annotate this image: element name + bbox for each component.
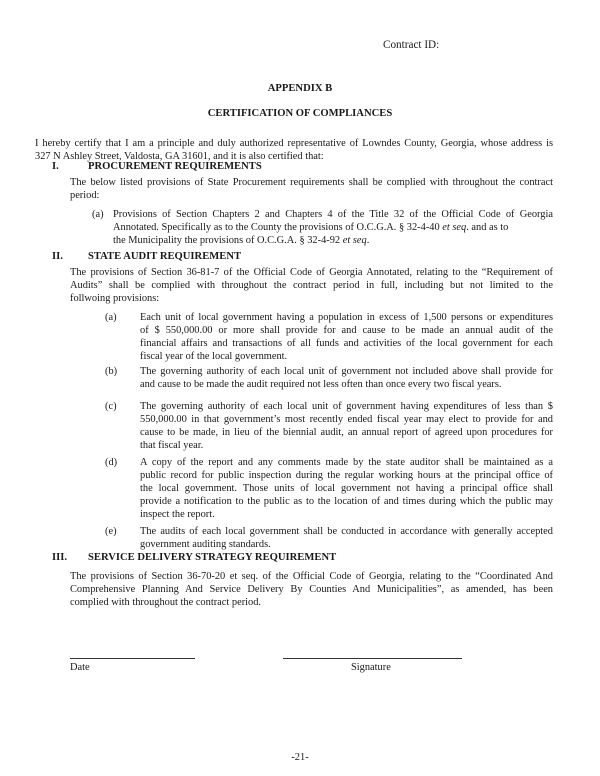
item-line: 550,000.00 in that government’s most recently ended fiscal year may elect to provide for and [140, 414, 553, 425]
item-line: and cause to be made the audit required not less often than once every two fiscal years. [140, 379, 502, 390]
date-line[interactable] [70, 658, 195, 659]
text-run: . and as to [466, 222, 509, 233]
section-3-body-line-1: The provisions of Section 36-70-20 et seq. of the Official Code of Georgia, relating to the “Coordinated And [70, 571, 553, 582]
section-2-item-b-label: (b) [105, 366, 118, 377]
text-run: the Municipality the provisions of O.C.G.A. § 32-4-92 [113, 235, 343, 246]
section-1-title: PROCUREMENT REQUIREMENTS [88, 161, 262, 172]
text-run: . [366, 235, 370, 246]
section-2-item-c-text [140, 400, 553, 452]
intro-line-1: I hereby certify that I am a principle and duly authorized representative of Lowndes County, Georgia, whose address is [35, 138, 553, 149]
item-line: The audits of each local government shall be conducted in accordance with generally accepted [140, 526, 553, 537]
item-line: of $ 550,000.00 or more shall provide for and cause to be made an annual audit of the [140, 325, 553, 336]
signature-line[interactable] [283, 658, 462, 659]
section-2-title: STATE AUDIT REQUIREMENT [88, 251, 242, 262]
section-3-body-line-3: complied with throughout the contract period. [70, 597, 262, 608]
item-line: fiscal year of the local government. [140, 351, 288, 362]
section-1-item-a-text [113, 208, 553, 247]
section-2-item-e-text [140, 525, 553, 551]
item-line: financial affairs and transactions of all funds and activities of the local government for each [140, 338, 553, 349]
section-2-body-line-2: Audits” shall be complied with throughout the contract period in full, including but not limited to the [70, 280, 553, 291]
intro-line-2: 327 N Ashley Street, Valdosta, GA 31601, and it is also certified that: [35, 151, 324, 162]
item-line: A copy of the report and any comments made by the state auditor shall be maintained as a [140, 457, 553, 468]
item-line: cause to be made, in lieu of the biennial audit, an annual report of agreed upon procedures for [140, 427, 553, 438]
signature-label: Signature [351, 662, 391, 673]
section-2-body-line-1: The provisions of Section 36-81-7 of the Official Code of Georgia Annotated, relating to the “Requirement of [70, 267, 553, 278]
certification-heading: CERTIFICATION OF COMPLIANCES [207, 108, 393, 119]
page-number: -21- [291, 752, 309, 763]
section-2-item-d-text [140, 456, 553, 521]
item-line: Each unit of local government having a population in excess of 1,500 persons or expenditures [140, 312, 553, 323]
section-1-body-line-2: period: [70, 190, 100, 201]
section-2-item-c-label: (c) [105, 401, 117, 412]
item-line: government auditing standards. [140, 539, 271, 550]
item-line: inspect the report. [140, 509, 215, 520]
appendix-title: APPENDIX B [267, 83, 333, 94]
section-3-body-line-2: Comprehensive Planning And Service Delivery By Counties And Municipalities”, as amended, has been [70, 584, 553, 595]
section-1-item-a-label: (a) [92, 209, 104, 220]
date-label: Date [70, 662, 90, 673]
item-line: that fiscal year. [140, 440, 204, 451]
italic-run: et seq [342, 235, 367, 246]
item-line: The governing authority of each local unit of government having expenditures of less than $ [140, 401, 553, 412]
section-1-item-a-line-2 [113, 221, 553, 234]
section-2-item-b-text [140, 365, 553, 391]
italic-run: et seq [442, 222, 467, 233]
item-line: public record for public inspection during the regular working hours at the principal office of [140, 470, 553, 481]
item-line: The governing authority of each local unit of government not included above shall provide for [140, 366, 553, 377]
section-3-body [70, 570, 553, 609]
item-line: the local government. Those units of local government not having a principal office shall [140, 483, 553, 494]
section-2-item-a-label: (a) [105, 312, 117, 323]
section-2-body-line-3: follwoing provisions: [70, 293, 160, 304]
section-3-title: SERVICE DELIVERY STRATEGY REQUIREMENT [88, 552, 337, 563]
section-2-item-d-label: (d) [105, 457, 118, 468]
section-2-roman: II. [52, 251, 63, 262]
section-3-roman: III. [52, 552, 68, 563]
section-2-body [70, 266, 553, 305]
text-run: Annotated. Specifically as to the County the provisions of O.C.G.A. § 32-4-40 [113, 222, 443, 233]
section-1-body-line-1: The below listed provisions of State Procurement requirements shall be complied with throughout the contract [70, 177, 553, 188]
contract-id-label: Contract ID: [383, 39, 440, 51]
section-1-item-a-line-3 [113, 234, 553, 247]
section-2-item-a-text [140, 311, 553, 363]
section-1-roman: I. [52, 161, 59, 172]
section-1-item-a-line-1: Provisions of Section Chapters 2 and Chapters 4 of the Title 32 of the Official Code of Georgia [113, 209, 553, 220]
section-2-item-e-label: (e) [105, 526, 117, 537]
section-1-body [70, 176, 553, 202]
item-line: provide a notification to the public as to the location of and times during which the public may [140, 496, 553, 507]
